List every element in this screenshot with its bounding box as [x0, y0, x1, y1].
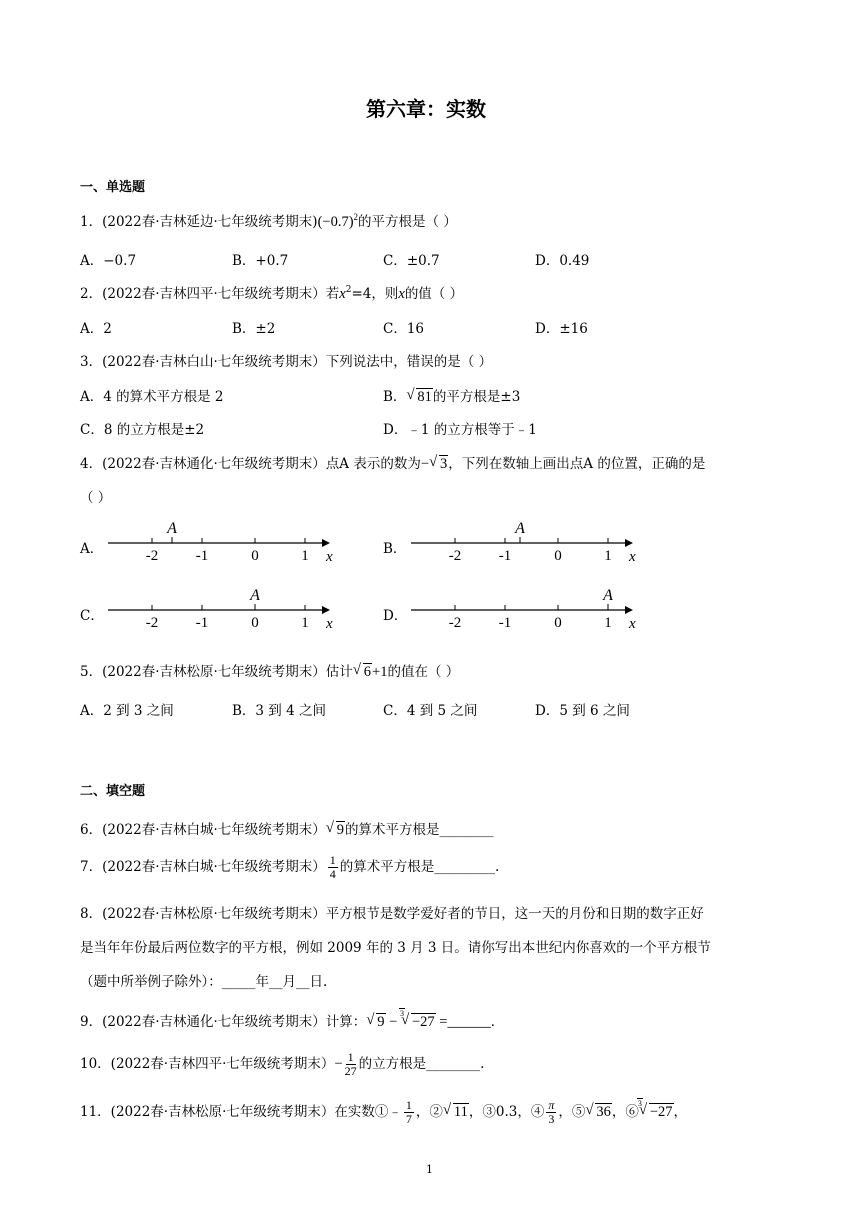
tick-label: -2 [145, 548, 159, 564]
point-a-label: A [515, 520, 525, 537]
point-a-label: A [603, 587, 613, 604]
question-2-mid: =4，则 [351, 286, 399, 302]
q5-option-c: C．4 到 5 之间 [383, 703, 478, 719]
tick-label: -1 [498, 615, 512, 631]
tick-label: -2 [448, 548, 462, 564]
question-5-stem: 的值在（ ） [387, 664, 460, 680]
question-4-stem: ，下列在数轴上画出点A 的位置，正确的是 [448, 456, 706, 472]
question-2-exp: 2 [345, 285, 352, 295]
number-line-b [403, 513, 653, 569]
section-heading-fill-blank: 二、填空题 [80, 784, 146, 799]
q4-option-c-label: C． [80, 608, 104, 624]
axis-variable: x [326, 616, 333, 632]
cube-root-neg-27: √ 3 −27 [402, 1014, 436, 1031]
axis-arrow [625, 606, 633, 614]
page-number: 1 [426, 1163, 433, 1176]
question-9: 9．(2022春·吉林通化·七年级统考期末）计算：√ 9 − √ 3 −27 =______. [80, 1010, 495, 1031]
question-4-neg: − [420, 456, 430, 472]
q3-option-a: A．4 的算术平方根是 2 [80, 389, 224, 405]
question-8-line-3: （题中所举例子除外）：_____年__月__日. [80, 974, 328, 990]
tick-label: -2 [448, 615, 462, 631]
q4-option-d-label: D． [383, 608, 408, 624]
tick-label: 1 [604, 615, 612, 631]
question-1-stem: 的平方根是（ ） [358, 214, 457, 230]
q4-option-b-label: B． [383, 541, 407, 557]
question-4 [80, 452, 705, 473]
question-2 [80, 282, 463, 303]
question-2-var: x [339, 286, 346, 302]
sqrt-9-q9: √ 9 [367, 1014, 385, 1031]
question-10: 10．(2022春·吉林四平·七年级统考期末）− $\frac{1}{27}$ 的立方根是________. [80, 1050, 485, 1078]
tick-label: 0 [554, 548, 562, 564]
tick-label: 1 [301, 548, 309, 564]
q5-option-a: A．2 到 3 之间 [80, 703, 174, 719]
axis-arrow [322, 539, 330, 547]
q2-option-c: C．16 [383, 321, 425, 337]
number-line-d [403, 583, 653, 639]
question-2-stem: 的值（ ） [404, 286, 464, 302]
axis-arrow [625, 539, 633, 547]
tick-label: 0 [251, 548, 259, 564]
q1-option-c: C．±0.7 [383, 253, 440, 269]
q2-option-b: B．±2 [232, 321, 276, 337]
q3-option-b: B．√ 81的平方根是±3 [383, 385, 520, 406]
axis-variable: x [629, 616, 636, 632]
question-2-var2: x [398, 286, 405, 302]
q5-option-d: D．5 到 6 之间 [535, 703, 630, 719]
number-line-a [100, 513, 350, 569]
axis-variable: x [629, 549, 636, 565]
number-line-c [100, 583, 350, 639]
q1-option-b: B．+0.7 [232, 253, 289, 269]
question-2-source: 2．(2022春·吉林四平·七年级统考期末）若 [80, 286, 340, 302]
sqrt-6: √ 6 [354, 664, 372, 681]
question-8-line-2: 是当年年份最后两位数字的平方根，例如 2009 年的 3 月 3 日。请你写出本世纪内你喜欢的一个平方根节 [80, 940, 711, 956]
tick-label: -2 [145, 615, 159, 631]
question-1-source: 1．(2022春·吉林延边·七年级统考期末) [80, 214, 318, 230]
q5-option-b: B．3 到 4 之间 [232, 703, 326, 719]
q3-option-d: D．﹣1 的立方根等于﹣1 [383, 422, 537, 438]
sqrt-9: √ 9 [327, 822, 345, 839]
question-8-line-1: 8．(2022春·吉林松原·七年级统考期末）平方根节是数学爱好者的节日，这一天的月份和日期的数字正好 [80, 906, 704, 922]
sqrt-81: √ 81 [407, 389, 433, 406]
question-7: 7．(2022春·吉林白城·七年级统考期末） $\frac{1}{4}$ 的算术平方根是_________. [80, 853, 500, 881]
sqrt-36: √ 36 [586, 1104, 612, 1121]
section-heading-single-choice: 一、单选题 [80, 180, 146, 195]
fraction-1-27: $\frac{1}{27}$ [344, 1050, 357, 1078]
tick-label: -1 [195, 548, 209, 564]
fraction-1-4: $\frac{1}{4}$ [329, 853, 336, 881]
q1-option-d: D．0.49 [535, 253, 590, 269]
tick-label: -1 [195, 615, 209, 631]
tick-label: -1 [498, 548, 512, 564]
q4-option-a-label: A． [80, 541, 104, 557]
question-1 [80, 210, 457, 231]
axis-variable: x [326, 549, 333, 565]
point-a-label: A [250, 587, 260, 604]
q3-option-c: C．8 的立方根是±2 [80, 422, 205, 438]
q1-option-a: A．−0.7 [80, 253, 137, 269]
fraction-1-7: $\frac{1}{7}$ [405, 1098, 412, 1126]
question-5-plus: +1 [372, 664, 388, 680]
point-a-label: A [167, 520, 177, 537]
tick-label: 0 [251, 615, 259, 631]
q2-option-a: A．2 [80, 321, 112, 337]
cube-root-neg-27-q11: √ 3 −27 [640, 1104, 674, 1121]
tick-label: 1 [604, 548, 612, 564]
question-1-expr: $(-0.7)^2$ [317, 212, 359, 230]
axis-arrow [322, 606, 330, 614]
question-4-paren: （ ） [80, 490, 112, 506]
tick-label: 0 [554, 615, 562, 631]
sqrt-11: √ 11 [444, 1104, 469, 1121]
question-6: 6．(2022春·吉林白城·七年级统考期末）√ 9的算术平方根是________ [80, 818, 494, 839]
question-5-source: 5．(2022春·吉林松原·七年级统考期末）估计 [80, 664, 353, 680]
question-11: 11．(2022春·吉林松原·七年级统考期末）在实数①﹣ $\frac{1}{7}$ ，②√ 11，③0.3，④ $\frac{\pi}{3}$ ，⑤√ 36，⑥ √ 3 −27， [80, 1099, 687, 1126]
question-4-source: 4．(2022春·吉林通化·七年级统考期末）点A 表示的数为 [80, 456, 421, 472]
question-5 [80, 660, 459, 681]
page-title: 第六章：实数 [366, 97, 486, 121]
tick-label: 1 [301, 615, 309, 631]
question-3: 3．(2022春·吉林白山·七年级统考期末）下列说法中，错误的是（ ） [80, 354, 493, 370]
q2-option-d: D．±16 [535, 321, 588, 337]
sqrt-3: √ 3 [430, 456, 448, 473]
fraction-pi-3: $\frac{\pi}{3}$ [548, 1098, 555, 1126]
